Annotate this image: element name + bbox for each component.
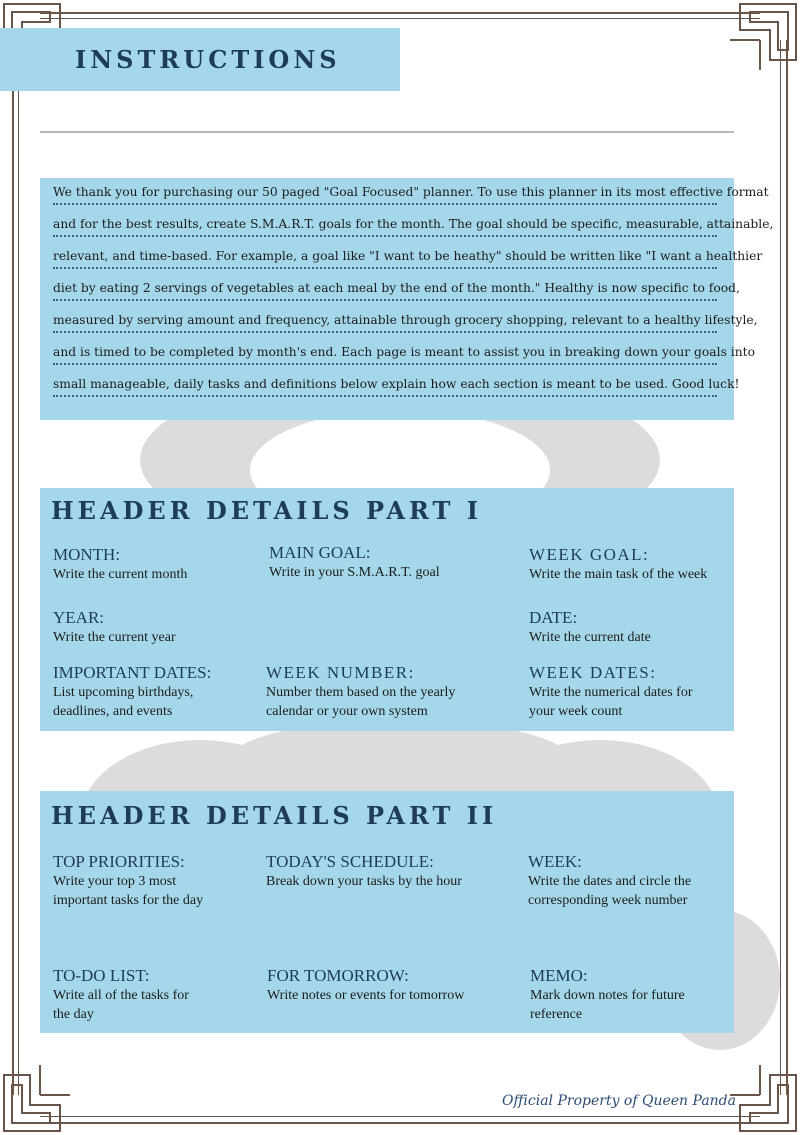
main-goal-item [269, 543, 440, 583]
item-label: DATE: [529, 608, 578, 627]
week-dates-item [529, 663, 692, 721]
item-desc: Write the current date [529, 630, 651, 645]
item-desc: Write the dates and circle the [528, 874, 692, 889]
divider [40, 131, 734, 133]
item-desc: the day [53, 1006, 94, 1022]
item-label: WEEK NUMBER: [266, 663, 415, 682]
frame-left-inner [18, 40, 19, 1095]
intro-box [40, 178, 774, 420]
for-tomorrow-item [267, 966, 464, 1006]
section-title: HEADER DETAILS PART I [51, 496, 482, 525]
frame-bottom [40, 1122, 760, 1124]
item-desc: Write the current year [53, 630, 176, 645]
item-desc: Number them based on the yearly [266, 685, 456, 700]
item-desc: Mark down notes for future [530, 988, 685, 1003]
item-label: IMPORTANT DATES: [53, 663, 212, 682]
intro-line: relevant, and time-based. For example, a goal like "I want to be heathy" should be written like "I want a healthier [53, 247, 717, 269]
week-goal-item [529, 545, 707, 585]
item-desc: Write the numerical dates for [529, 685, 693, 700]
item-desc: Write your top 3 most [53, 874, 177, 889]
frame-top [40, 12, 760, 14]
item-label: MEMO: [530, 966, 588, 985]
item-desc: Write in your S.M.A.R.T. goal [269, 565, 440, 580]
item-label: TOP PRIORITIES: [53, 852, 185, 871]
item-desc: Break down your tasks by the hour [266, 874, 462, 889]
page-title: INSTRUCTIONS [75, 45, 341, 74]
month-item [53, 545, 187, 585]
intro-line: measured by serving amount and frequency, attainable through grocery shopping, relevant to a healthy lifestyle, [53, 311, 717, 333]
memo-item [530, 966, 685, 1024]
corner-ornament-icon [0, 1055, 80, 1135]
item-label: WEEK DATES: [529, 663, 657, 682]
frame-top-inner [40, 18, 760, 19]
item-label: TO-DO LIST: [53, 966, 150, 985]
intro-line: and for the best results, create S.M.A.R.T. goals for the month. The goal should be specific, measurable, attainable, [53, 215, 717, 237]
frame-bottom-inner [40, 1116, 760, 1117]
intro-line: diet by eating 2 servings of vegetables at each meal by the end of the month." Healthy is now specific to food, [53, 279, 717, 301]
item-desc: deadlines, and events [53, 703, 173, 719]
item-desc: calendar or your own system [266, 703, 428, 719]
frame-left [12, 40, 14, 1095]
item-label: YEAR: [53, 608, 104, 627]
section-title: HEADER DETAILS PART II [51, 801, 498, 830]
item-label: TODAY'S SCHEDULE: [266, 852, 434, 871]
item-label: WEEK: [528, 852, 582, 871]
item-desc: Write all of the tasks for [53, 988, 189, 1003]
top-priorities-item [53, 852, 203, 910]
item-desc: important tasks for the day [53, 892, 204, 908]
item-desc: List upcoming birthdays, [53, 685, 194, 700]
item-label: WEEK GOAL: [529, 545, 650, 564]
corner-ornament-icon [720, 0, 800, 80]
item-desc: reference [530, 1006, 583, 1022]
frame-right [786, 40, 788, 1095]
header-details-part1 [40, 488, 734, 731]
item-label: FOR TOMORROW: [267, 966, 409, 985]
year-item [53, 608, 176, 648]
header-details-part2 [40, 791, 734, 1033]
intro-line: We thank you for purchasing our 50 paged "Goal Focused" planner. To use this planner in its most effective format [53, 183, 717, 205]
todays-schedule-item [266, 852, 462, 892]
todo-list-item [53, 966, 189, 1024]
item-label: MONTH: [53, 545, 121, 564]
item-desc: your week count [529, 703, 623, 719]
item-desc: Write notes or events for tomorrow [267, 988, 465, 1003]
date-item [529, 608, 651, 648]
week-item [528, 852, 691, 910]
item-desc: corresponding week number [528, 892, 688, 908]
item-desc: Write the main task of the week [529, 567, 708, 582]
intro-line: small manageable, daily tasks and definitions below explain how each section is meant to be used. Good luck! [53, 375, 717, 397]
item-desc: Write the current month [53, 567, 188, 582]
item-label: MAIN GOAL: [269, 543, 371, 562]
week-number-item [266, 663, 455, 721]
footer-signature: Official Property of Queen Panda [502, 1093, 736, 1109]
frame-right-inner [780, 40, 781, 1095]
important-dates-item [53, 663, 211, 721]
intro-line: and is timed to be completed by month's end. Each page is meant to assist you in breaking down your goals into [53, 343, 717, 365]
